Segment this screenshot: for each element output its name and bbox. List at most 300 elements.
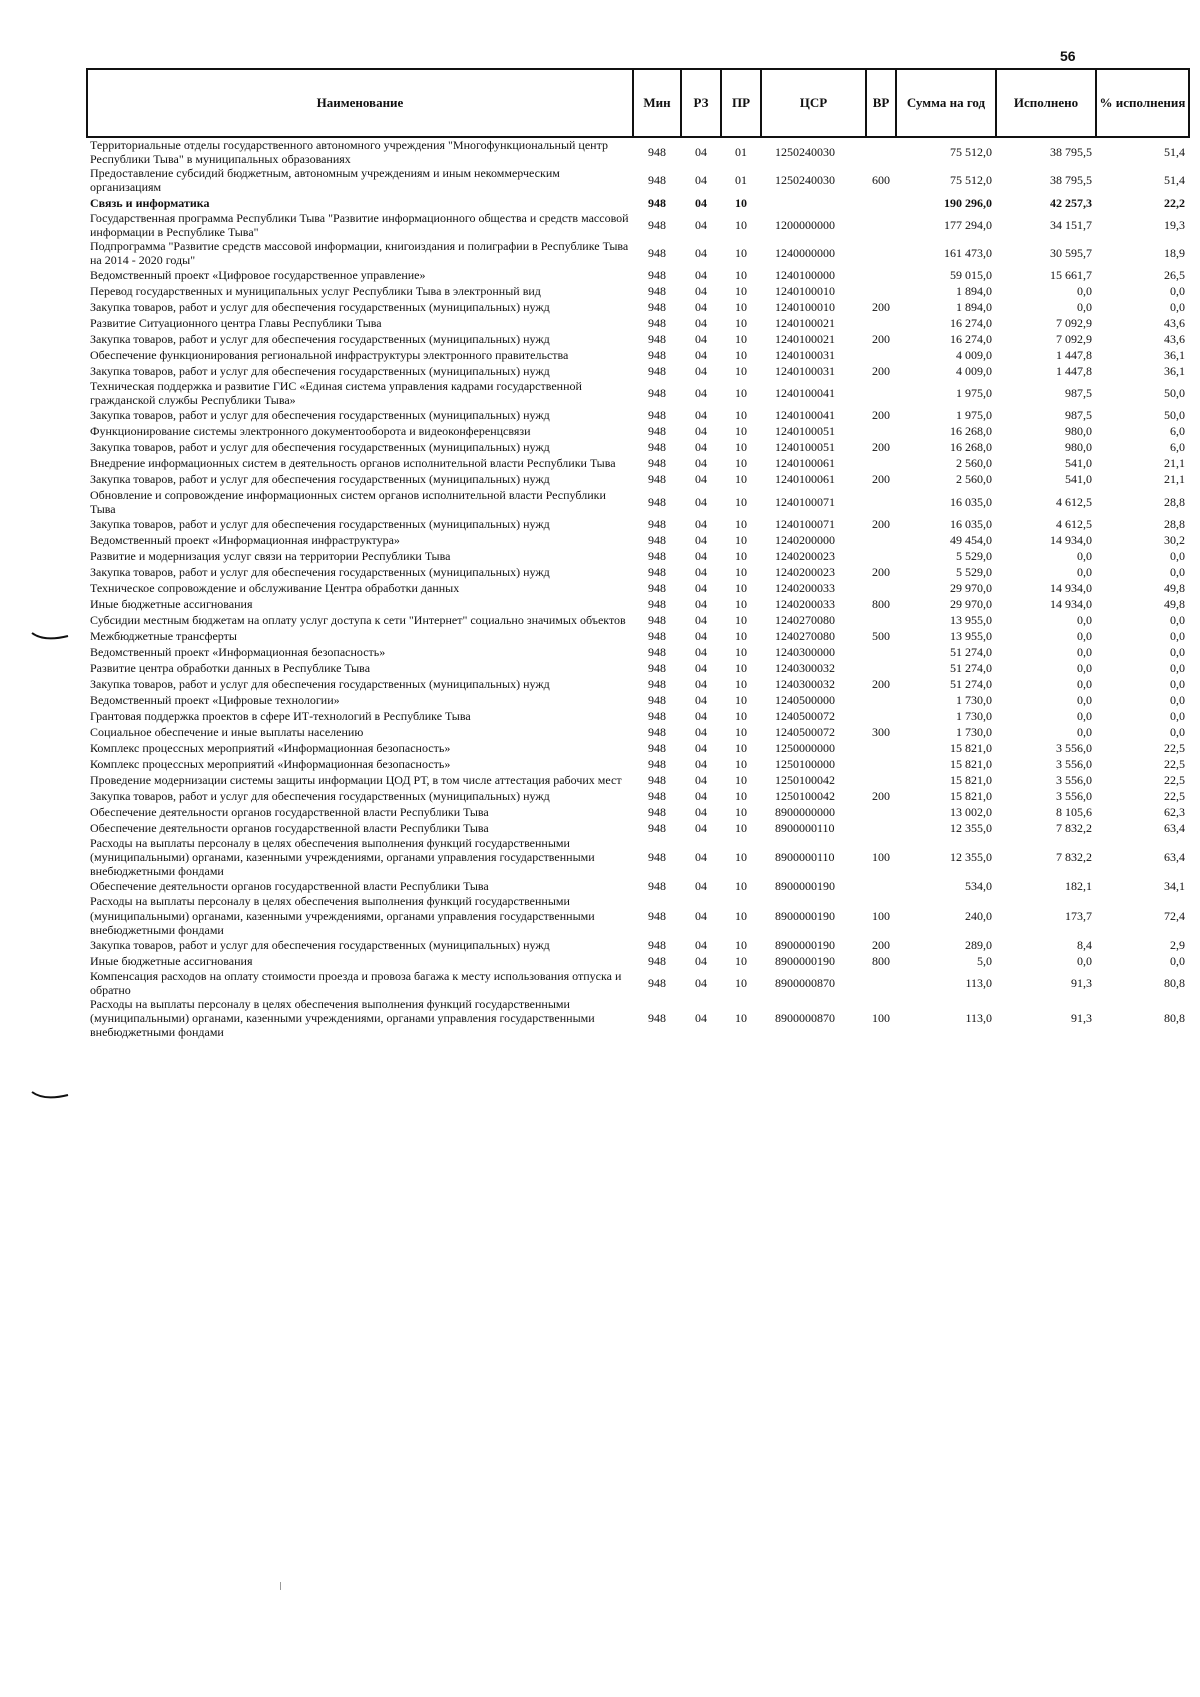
cell-min: 948 [648, 300, 666, 315]
cell-pr: 01 [735, 173, 747, 188]
cell-pr: 10 [735, 217, 747, 232]
cell-rz: 04 [695, 644, 707, 659]
cell-exec: 14 934,0 [1050, 580, 1092, 595]
cell-name: Межбюджетные трансферты [90, 628, 237, 643]
cell-name: Закупка товаров, работ и услуг для обеспечения государственных (муниципальных) нужд [90, 300, 550, 315]
cell-csr: 1240100021 [775, 316, 835, 331]
cell-sum: 534,0 [965, 879, 992, 894]
cell-name: Закупка товаров, работ и услуг для обеспечения государственных (муниципальных) нужд [90, 788, 550, 803]
cell-sum: 1 730,0 [956, 708, 992, 723]
cell-name: Закупка товаров, работ и услуг для обеспечения государственных (муниципальных) нужд [90, 408, 550, 423]
cell-vr [866, 878, 896, 894]
table-header-row [87, 69, 1189, 137]
cell-csr: 1240100041 [775, 386, 835, 401]
cell-vr: 200 [872, 937, 890, 952]
cell-exec: 91,3 [1071, 1011, 1092, 1026]
cell-sum: 289,0 [965, 937, 992, 952]
cell-min: 948 [648, 195, 666, 210]
cell-rz: 04 [695, 472, 707, 487]
cell-exec: 42 257,3 [1050, 195, 1092, 210]
table-row [87, 456, 1189, 472]
cell-csr: 1240100061 [775, 456, 835, 471]
cell-min: 948 [648, 644, 666, 659]
table-row [87, 692, 1189, 708]
cell-csr: 1250240030 [775, 145, 835, 160]
cell-exec: 3 556,0 [1056, 756, 1092, 771]
cell-sum: 1 894,0 [956, 284, 992, 299]
table-row [87, 969, 1189, 997]
table-row [87, 644, 1189, 660]
cell-rz: 04 [695, 246, 707, 261]
cell-name: Субсидии местным бюджетам на оплату услуг доступа к сети "Интернет" социально значимых объектов [90, 612, 626, 627]
cell-pct: 62,3 [1164, 804, 1185, 819]
cell-sum: 5 529,0 [956, 548, 992, 563]
cell-csr: 1240100031 [775, 364, 835, 379]
table-row [87, 580, 1189, 596]
cell-pct: 50,0 [1164, 386, 1185, 401]
cell-sum: 51 274,0 [950, 676, 992, 691]
cell-sum: 2 560,0 [956, 472, 992, 487]
cell-sum: 1 975,0 [956, 386, 992, 401]
cell-min: 948 [648, 740, 666, 755]
cell-sum: 13 955,0 [950, 612, 992, 627]
cell-pct: 0,0 [1170, 644, 1185, 659]
cell-exec: 541,0 [1065, 472, 1092, 487]
cell-vr [866, 137, 896, 166]
cell-exec: 0,0 [1077, 612, 1092, 627]
cell-csr: 1240100000 [775, 268, 835, 283]
header-pct: % исполнения [1096, 69, 1189, 137]
cell-name: Обеспечение функционирования региональной инфраструктуры электронного правительства [90, 348, 569, 363]
cell-name: Социальное обеспечение и иные выплаты населению [90, 724, 364, 739]
cell-csr: 1240100041 [775, 408, 835, 423]
cell-vr: 600 [872, 173, 890, 188]
cell-csr: 1240100031 [775, 348, 835, 363]
cell-min: 948 [648, 820, 666, 835]
cell-csr: 1250100000 [775, 756, 835, 771]
cell-vr: 800 [872, 596, 890, 611]
cell-vr [866, 424, 896, 440]
cell-min: 948 [648, 596, 666, 611]
cell-pct: 63,4 [1164, 820, 1185, 835]
cell-name: Обеспечение деятельности органов государственной власти Республики Тыва [90, 879, 489, 894]
cell-rz: 04 [695, 494, 707, 509]
cell-pct: 21,1 [1164, 456, 1185, 471]
cell-exec: 980,0 [1065, 424, 1092, 439]
header-rz: РЗ [681, 69, 721, 137]
cell-min: 948 [648, 316, 666, 331]
cell-vr [866, 804, 896, 820]
cell-pct: 0,0 [1170, 300, 1185, 315]
cell-rz: 04 [695, 628, 707, 643]
cell-min: 948 [648, 246, 666, 261]
cell-rz: 04 [695, 516, 707, 531]
cell-csr: 8900000870 [775, 975, 835, 990]
cell-min: 948 [648, 173, 666, 188]
cell-sum: 51 274,0 [950, 644, 992, 659]
cell-pct: 19,3 [1164, 217, 1185, 232]
cell-rz: 04 [695, 332, 707, 347]
cell-min: 948 [648, 937, 666, 952]
cell-min: 948 [648, 408, 666, 423]
cell-sum: 240,0 [965, 908, 992, 923]
cell-pct: 30,2 [1164, 532, 1185, 547]
cell-name: Закупка товаров, работ и услуг для обеспечения государственных (муниципальных) нужд [90, 564, 550, 579]
cell-name: Перевод государственных и муниципальных услуг Республики Тыва в электронный вид [90, 284, 541, 299]
cell-csr: 1240000000 [775, 246, 835, 261]
cell-pr: 10 [735, 348, 747, 363]
cell-min: 948 [648, 850, 666, 865]
table-row [87, 660, 1189, 676]
cell-pr: 10 [735, 756, 747, 771]
cell-sum: 49 454,0 [950, 532, 992, 547]
cell-csr: 1240100051 [775, 424, 835, 439]
cell-name: Территориальные отделы государственного автономного учреждения "Многофункциональный центр Республики Тыва" в муниципальных образованиях [90, 138, 608, 167]
cell-rz: 04 [695, 195, 707, 210]
cell-pr: 10 [735, 1011, 747, 1026]
cell-csr: 8900000190 [775, 879, 835, 894]
cell-min: 948 [648, 386, 666, 401]
cell-csr: 1240200023 [775, 564, 835, 579]
table-row [87, 564, 1189, 580]
cell-pct: 72,4 [1164, 908, 1185, 923]
cell-rz: 04 [695, 772, 707, 787]
cell-name: Функционирование системы электронного документооборота и видеоконференцсвязи [90, 424, 531, 439]
cell-vr [866, 211, 896, 239]
cell-rz: 04 [695, 756, 707, 771]
table-row [87, 315, 1189, 331]
cell-exec: 3 556,0 [1056, 772, 1092, 787]
table-row [87, 836, 1189, 878]
cell-min: 948 [648, 348, 666, 363]
cell-csr: 8900000190 [775, 937, 835, 952]
cell-rz: 04 [695, 532, 707, 547]
cell-min: 948 [648, 284, 666, 299]
cell-vr: 800 [872, 953, 890, 968]
cell-exec: 980,0 [1065, 440, 1092, 455]
cell-exec: 0,0 [1077, 724, 1092, 739]
table-row [87, 804, 1189, 820]
cell-rz: 04 [695, 386, 707, 401]
cell-exec: 4 612,5 [1056, 516, 1092, 531]
cell-rz: 04 [695, 564, 707, 579]
table-row [87, 756, 1189, 772]
cell-rz: 04 [695, 145, 707, 160]
cell-exec: 0,0 [1077, 628, 1092, 643]
cell-exec: 7 092,9 [1056, 332, 1092, 347]
cell-pr: 10 [735, 660, 747, 675]
cell-min: 948 [648, 456, 666, 471]
cell-sum: 15 821,0 [950, 772, 992, 787]
cell-pct: 0,0 [1170, 564, 1185, 579]
cell-rz: 04 [695, 937, 707, 952]
cell-csr: 8900000190 [775, 953, 835, 968]
cell-pct: 0,0 [1170, 548, 1185, 563]
cell-pr: 10 [735, 580, 747, 595]
cell-name: Закупка товаров, работ и услуг для обеспечения государственных (муниципальных) нужд [90, 676, 550, 691]
cell-pct: 49,8 [1164, 580, 1185, 595]
cell-sum: 29 970,0 [950, 580, 992, 595]
cell-csr: 1250000000 [775, 740, 835, 755]
cell-pct: 22,5 [1164, 772, 1185, 787]
cell-pct: 0,0 [1170, 612, 1185, 627]
cell-pct: 43,6 [1164, 316, 1185, 331]
cell-csr: 8900000110 [775, 850, 835, 865]
cell-vr: 200 [872, 788, 890, 803]
cell-min: 948 [648, 676, 666, 691]
cell-rz: 04 [695, 740, 707, 755]
cell-min: 948 [648, 804, 666, 819]
cell-pr: 10 [735, 908, 747, 923]
cell-exec: 3 556,0 [1056, 740, 1092, 755]
cell-sum: 13 002,0 [950, 804, 992, 819]
table-row [87, 166, 1189, 194]
cell-rz: 04 [695, 424, 707, 439]
cell-pct: 6,0 [1170, 440, 1185, 455]
cell-pct: 2,9 [1170, 937, 1185, 952]
cell-min: 948 [648, 332, 666, 347]
cell-pr: 10 [735, 386, 747, 401]
cell-rz: 04 [695, 804, 707, 819]
cell-sum: 12 355,0 [950, 850, 992, 865]
cell-rz: 04 [695, 908, 707, 923]
cell-exec: 0,0 [1077, 548, 1092, 563]
cell-exec: 541,0 [1065, 456, 1092, 471]
cell-pr: 10 [735, 879, 747, 894]
table-row [87, 347, 1189, 363]
cell-exec: 38 795,5 [1050, 145, 1092, 160]
cell-name: Проведение модернизации системы защиты информации ЦОД РТ, в том числе аттестация рабочих мест [90, 772, 622, 787]
cell-rz: 04 [695, 820, 707, 835]
cell-csr: 1240270080 [775, 628, 835, 643]
cell-exec: 34 151,7 [1050, 217, 1092, 232]
cell-pr: 10 [735, 772, 747, 787]
table-row [87, 532, 1189, 548]
table-row [87, 488, 1189, 516]
table-row [87, 878, 1189, 894]
cell-min: 948 [648, 660, 666, 675]
cell-vr [866, 644, 896, 660]
cell-csr: 1240100071 [775, 494, 835, 509]
cell-min: 948 [648, 908, 666, 923]
header-min: Мин [633, 69, 681, 137]
table-row [87, 724, 1189, 740]
cell-csr: 1240500072 [775, 708, 835, 723]
cell-exec: 1 447,8 [1056, 348, 1092, 363]
cell-name: Развитие Ситуационного центра Главы Республики Тыва [90, 316, 382, 331]
cell-vr [866, 692, 896, 708]
cell-name: Комплекс процессных мероприятий «Информационная безопасность» [90, 756, 451, 771]
cell-rz: 04 [695, 364, 707, 379]
cell-rz: 04 [695, 217, 707, 232]
cell-name: Развитие центра обработки данных в Республике Тыва [90, 660, 371, 675]
cell-vr [866, 772, 896, 788]
cell-name: Государственная программа Республики Тыва "Развитие информационного общества и средств массовой информации в Республике Тыва" [90, 210, 629, 239]
cell-sum: 16 035,0 [950, 516, 992, 531]
cell-name: Обеспечение деятельности органов государственной власти Республики Тыва [90, 804, 489, 819]
cell-name: Техническая поддержка и развитие ГИС «Единая система управления кадрами государственной гражданской службы Республики Тыва» [90, 379, 582, 408]
table-row [87, 424, 1189, 440]
cell-sum: 177 294,0 [944, 217, 992, 232]
cell-name: Ведомственный проект «Информационная инфраструктура» [90, 532, 400, 547]
cell-exec: 173,7 [1065, 908, 1092, 923]
cell-min: 948 [648, 879, 666, 894]
cell-vr [866, 347, 896, 363]
cell-vr [866, 708, 896, 724]
table-row [87, 612, 1189, 628]
cell-vr [866, 283, 896, 299]
cell-rz: 04 [695, 580, 707, 595]
header-exec: Исполнено [996, 69, 1096, 137]
cell-rz: 04 [695, 284, 707, 299]
cell-name: Закупка товаров, работ и услуг для обеспечения государственных (муниципальных) нужд [90, 937, 550, 952]
table-row [87, 937, 1189, 953]
cell-exec: 7 092,9 [1056, 316, 1092, 331]
cell-sum: 16 268,0 [950, 440, 992, 455]
cell-pr: 10 [735, 937, 747, 952]
cell-csr: 1240100021 [775, 332, 835, 347]
cell-min: 948 [648, 440, 666, 455]
table-row [87, 363, 1189, 379]
cell-csr: 1240100010 [775, 284, 835, 299]
cell-pr: 10 [735, 494, 747, 509]
cell-pct: 0,0 [1170, 708, 1185, 723]
cell-sum: 161 473,0 [944, 246, 992, 261]
cell-pr: 10 [735, 788, 747, 803]
cell-sum: 4 009,0 [956, 364, 992, 379]
cell-sum: 75 512,0 [950, 173, 992, 188]
cell-min: 948 [648, 548, 666, 563]
cell-name: Расходы на выплаты персоналу в целях обеспечения выполнения функций государственными (муниципальными) органами, казенными учреждениями, органами управления государственными внебюджетными фондами [90, 997, 595, 1040]
cell-pr: 10 [735, 564, 747, 579]
cell-exec: 3 556,0 [1056, 788, 1092, 803]
cell-exec: 987,5 [1065, 386, 1092, 401]
cell-vr [866, 548, 896, 564]
cell-min: 948 [648, 145, 666, 160]
cell-exec: 15 661,7 [1050, 268, 1092, 283]
table-row [87, 267, 1189, 283]
table-row [87, 516, 1189, 532]
cell-name: Ведомственный проект «Цифровое государственное управление» [90, 268, 426, 283]
cell-sum: 15 821,0 [950, 740, 992, 755]
cell-pct: 50,0 [1164, 408, 1185, 423]
cell-pct: 36,1 [1164, 364, 1185, 379]
cell-vr [866, 239, 896, 267]
cell-rz: 04 [695, 676, 707, 691]
cell-sum: 12 355,0 [950, 820, 992, 835]
cell-csr: 1240200023 [775, 548, 835, 563]
table-row [87, 195, 1189, 211]
table-row [87, 772, 1189, 788]
scan-mark [280, 1582, 281, 1590]
cell-rz: 04 [695, 975, 707, 990]
table-row [87, 299, 1189, 315]
table-row [87, 283, 1189, 299]
cell-pr: 10 [735, 424, 747, 439]
cell-min: 948 [648, 1011, 666, 1026]
cell-rz: 04 [695, 456, 707, 471]
cell-vr [866, 756, 896, 772]
cell-pct: 22,5 [1164, 788, 1185, 803]
cell-min: 948 [648, 268, 666, 283]
cell-name: Иные бюджетные ассигнования [90, 953, 253, 968]
table-row [87, 953, 1189, 969]
cell-name: Грантовая поддержка проектов в сфере ИТ-технологий в Республике Тыва [90, 708, 471, 723]
cell-exec: 14 934,0 [1050, 532, 1092, 547]
cell-exec: 1 447,8 [1056, 364, 1092, 379]
cell-pct: 0,0 [1170, 660, 1185, 675]
table-row [87, 596, 1189, 612]
cell-csr: 1240100010 [775, 300, 835, 315]
cell-rz: 04 [695, 788, 707, 803]
cell-sum: 1 975,0 [956, 408, 992, 423]
cell-name: Закупка товаров, работ и услуг для обеспечения государственных (муниципальных) нужд [90, 440, 550, 455]
cell-vr: 100 [872, 908, 890, 923]
cell-rz: 04 [695, 692, 707, 707]
cell-pr: 10 [735, 692, 747, 707]
table-row [87, 211, 1189, 239]
cell-pr: 10 [735, 472, 747, 487]
table-row [87, 379, 1189, 407]
table-row [87, 894, 1189, 936]
cell-rz: 04 [695, 724, 707, 739]
cell-rz: 04 [695, 660, 707, 675]
cell-exec: 0,0 [1077, 300, 1092, 315]
table-row [87, 331, 1189, 347]
cell-pr: 10 [735, 820, 747, 835]
cell-name: Иные бюджетные ассигнования [90, 596, 253, 611]
cell-vr [866, 660, 896, 676]
cell-pr: 10 [735, 408, 747, 423]
cell-min: 948 [648, 708, 666, 723]
table-row [87, 997, 1189, 1039]
cell-sum: 1 730,0 [956, 692, 992, 707]
cell-rz: 04 [695, 316, 707, 331]
table-row [87, 820, 1189, 836]
cell-vr: 200 [872, 564, 890, 579]
cell-min: 948 [648, 564, 666, 579]
cell-min: 948 [648, 494, 666, 509]
cell-sum: 5 529,0 [956, 564, 992, 579]
cell-vr: 200 [872, 332, 890, 347]
cell-pct: 28,8 [1164, 494, 1185, 509]
cell-name: Развитие и модернизация услуг связи на территории Республики Тыва [90, 548, 451, 563]
cell-rz: 04 [695, 708, 707, 723]
cell-exec: 7 832,2 [1056, 850, 1092, 865]
cell-sum: 13 955,0 [950, 628, 992, 643]
cell-exec: 7 832,2 [1056, 820, 1092, 835]
cell-min: 948 [648, 692, 666, 707]
cell-pct: 43,6 [1164, 332, 1185, 347]
cell-min: 948 [648, 364, 666, 379]
cell-pr: 10 [735, 532, 747, 547]
cell-vr [866, 532, 896, 548]
cell-csr: 1240100051 [775, 440, 835, 455]
cell-rz: 04 [695, 850, 707, 865]
cell-vr: 200 [872, 516, 890, 531]
cell-vr [866, 612, 896, 628]
cell-vr: 200 [872, 408, 890, 423]
cell-csr: 1240500000 [775, 692, 835, 707]
cell-exec: 0,0 [1077, 284, 1092, 299]
cell-vr: 200 [872, 472, 890, 487]
cell-sum: 16 274,0 [950, 332, 992, 347]
cell-sum: 113,0 [965, 1011, 992, 1026]
cell-name: Обеспечение деятельности органов государственной власти Республики Тыва [90, 820, 489, 835]
cell-vr: 200 [872, 300, 890, 315]
cell-min: 948 [648, 772, 666, 787]
cell-name: Обновление и сопровождение информационных систем органов исполнительной власти Республики Тыва [90, 487, 606, 516]
